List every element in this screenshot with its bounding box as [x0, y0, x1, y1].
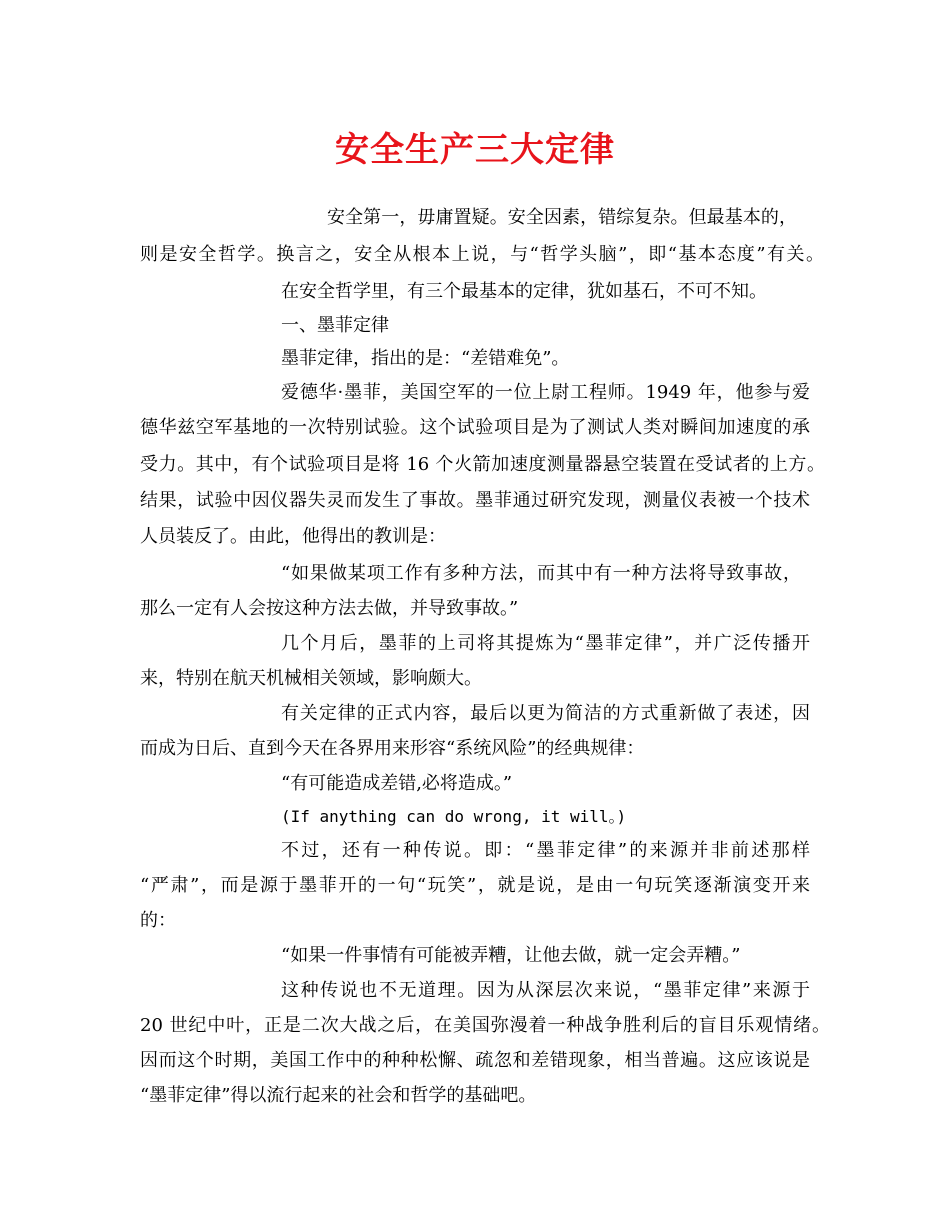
paragraph-line: 有关定律的正式内容，最后以更为简洁的方式重新做了表述，因 [281, 703, 810, 724]
paragraph-line: 几个月后，墨菲的上司将其提炼为“墨菲定律”，并广泛传播开 [281, 633, 810, 654]
paragraph-line: “严肃”，而是源于墨菲开的一句“玩笑”，就是说，是由一句玩笑逐渐演变开来 [140, 875, 810, 896]
document-title: 安全生产三大定律 [335, 130, 615, 170]
paragraph-line: 受力。其中，有个试验项目是将 16 个火箭加速度测量器悬空装置在受试者的上方。 [140, 454, 825, 475]
paragraph-line: 爱德华·墨菲，美国空军的一位上尉工程师。1949 年，他参与爱 [281, 382, 810, 403]
paragraph-line: 在安全哲学里，有三个最基本的定律，犹如基石，不可不知。 [281, 281, 767, 302]
paragraph-line: 因而这个时期，美国工作中的种种松懈、疏忽和差错现象，相当普遍。这应该说是 [140, 1050, 810, 1071]
paragraph-line: 的： [140, 910, 176, 931]
paragraph-line: 德华兹空军基地的一次特别试验。这个试验项目是为了测试人类对瞬间加速度的承 [140, 417, 810, 438]
english-quote-line: (If anything can do wrong, it will。) [281, 807, 627, 826]
paragraph-line: 安全第一，毋庸置疑。安全因素，错综复杂。但最基本的， [327, 207, 797, 228]
quote-line: “如果一件事情有可能被弄糟，让他去做，就一定会弄糟。” [281, 945, 741, 966]
paragraph-line: 人员装反了。由此，他得出的教训是： [140, 526, 446, 547]
quote-line: “有可能造成差错,必将造成。” [281, 773, 513, 794]
paragraph-line: 来，特别在航天机械相关领域，影响颇大。 [140, 668, 482, 689]
paragraph-line: 而成为日后、直到今天在各界用来形容“系统风险”的经典规律： [140, 738, 645, 759]
paragraph-line: 这种传说也不无道理。因为从深层次来说，“墨菲定律”来源于 [281, 980, 810, 1001]
quote-line: 那么一定有人会按这种方法去做，并导致事故。” [140, 598, 519, 619]
paragraph-line: 结果，试验中因仪器失灵而发生了事故。墨菲通过研究发现，测量仪表被一个技术 [140, 490, 810, 511]
section-heading: 一、墨菲定律 [281, 315, 389, 336]
paragraph-line: 不过，还有一种传说。即：“墨菲定律”的来源并非前述那样 [281, 840, 810, 861]
paragraph-line: 墨菲定律，指出的是：“差错难免”。 [281, 348, 570, 369]
paragraph-line: “墨菲定律”得以流行起来的社会和哲学的基础吧。 [140, 1085, 537, 1106]
quote-line: “如果做某项工作有多种方法，而其中有一种方法将导致事故， [281, 563, 801, 584]
paragraph-line: 20 世纪中叶，正是二次大战之后，在美国弥漫着一种战争胜利后的盲目乐观情绪。 [140, 1015, 830, 1036]
paragraph-line: 则是安全哲学。换言之，安全从根本上说，与“哲学头脑”，即“基本态度”有关。 [140, 244, 824, 265]
